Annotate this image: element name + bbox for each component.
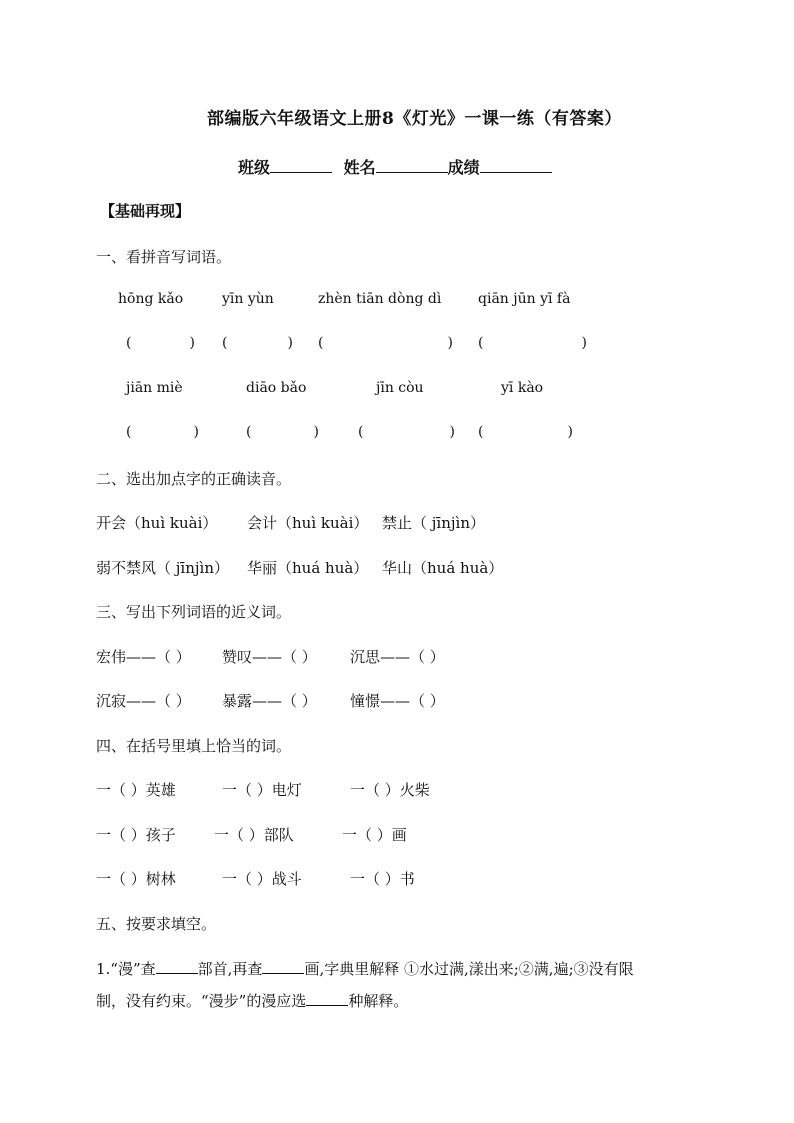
q2-item-4: 弱不禁风（ jīnjìn） <box>96 559 229 577</box>
q4-item-1[interactable]: 一（ ）英雄 <box>96 781 176 799</box>
q1-answer-5[interactable]: ( ) <box>126 424 199 440</box>
q5-title: 五、按要求填空。 <box>96 915 217 933</box>
q1-pinyin-1: hōng kǎo <box>118 291 184 307</box>
q5-blank-radical[interactable] <box>156 961 198 974</box>
q3-item-4[interactable]: 沉寂——（ ） <box>96 692 191 710</box>
q3-item-6[interactable]: 憧憬——（ ） <box>350 692 445 710</box>
q5-item-1-line-1: 1.“漫”查 部首,再查 画,字典里解释 ①水过满,漾出来;②满,遍;③没有限 <box>96 960 634 978</box>
q3-item-5[interactable]: 暴露——（ ） <box>222 692 317 710</box>
q1-pinyin-5: jiān miè <box>126 380 183 396</box>
name-field[interactable] <box>376 158 448 173</box>
name-label: 姓名 <box>343 158 376 177</box>
q1-answer-1[interactable]: ( ) <box>126 335 195 351</box>
q4-title: 四、在括号里填上恰当的词。 <box>96 737 292 755</box>
q2-item-1: 开会（huì kuài） <box>96 514 218 532</box>
page-title: 部编版六年级语文上册8《灯光》一课一练（有答案） <box>207 109 622 129</box>
student-info-line <box>238 155 552 178</box>
q1-title: 一、看拼音写词语。 <box>96 248 232 266</box>
score-field[interactable] <box>480 158 552 173</box>
q3-item-1[interactable]: 宏伟——（ ） <box>96 648 191 666</box>
q1-answer-3[interactable]: ( ) <box>318 335 453 351</box>
q5-blank-strokes[interactable] <box>262 961 304 974</box>
section-header: 【基础再现】 <box>100 202 191 220</box>
q1-pinyin-8: yī kào <box>501 380 544 396</box>
q4-item-2[interactable]: 一（ ）电灯 <box>222 781 302 799</box>
q5-blank-meaning[interactable] <box>306 993 348 1006</box>
q1-answer-4[interactable]: ( ) <box>478 335 587 351</box>
q2-item-3: 禁止（ jīnjìn） <box>382 514 485 532</box>
q4-item-8[interactable]: 一（ ）战斗 <box>222 870 302 888</box>
q4-item-9[interactable]: 一（ ）书 <box>350 870 415 888</box>
q1-answer-2[interactable]: ( ) <box>222 335 293 351</box>
q1-pinyin-4: qiān jūn yī fà <box>478 291 571 307</box>
q1-pinyin-3: zhèn tiān dòng dì <box>318 291 442 307</box>
q3-item-2[interactable]: 赞叹——（ ） <box>222 648 317 666</box>
class-label: 班级 <box>238 158 271 177</box>
q2-item-5: 华丽（huá huà） <box>247 559 369 577</box>
q4-item-5[interactable]: 一（ ）部队 <box>214 826 294 844</box>
q1-answer-8[interactable]: ( ) <box>478 424 573 440</box>
q4-item-7[interactable]: 一（ ）树林 <box>96 870 176 888</box>
q2-title: 二、选出加点字的正确读音。 <box>96 470 292 488</box>
q3-item-3[interactable]: 沉思——（ ） <box>350 648 445 666</box>
q2-item-2: 会计（huì kuài） <box>247 514 369 532</box>
q1-pinyin-6: diāo bǎo <box>246 380 307 396</box>
q1-answer-6[interactable]: ( ) <box>246 424 319 440</box>
q1-answer-7[interactable]: ( ) <box>358 424 455 440</box>
q2-item-6: 华山（huá huà） <box>382 559 504 577</box>
q1-pinyin-7: jīn còu <box>376 380 424 396</box>
score-label: 成绩 <box>447 158 480 177</box>
q4-item-3[interactable]: 一（ ）火柴 <box>350 781 430 799</box>
q1-pinyin-2: yīn yùn <box>222 291 274 307</box>
q5-item-1-line-2: 制，没有约束。“漫步”的漫应选 种解释。 <box>96 992 409 1010</box>
q3-title: 三、写出下列词语的近义词。 <box>96 603 292 621</box>
class-field[interactable] <box>270 158 332 173</box>
q4-item-4[interactable]: 一（ ）孩子 <box>96 826 176 844</box>
q4-item-6[interactable]: 一（ ）画 <box>342 826 407 844</box>
